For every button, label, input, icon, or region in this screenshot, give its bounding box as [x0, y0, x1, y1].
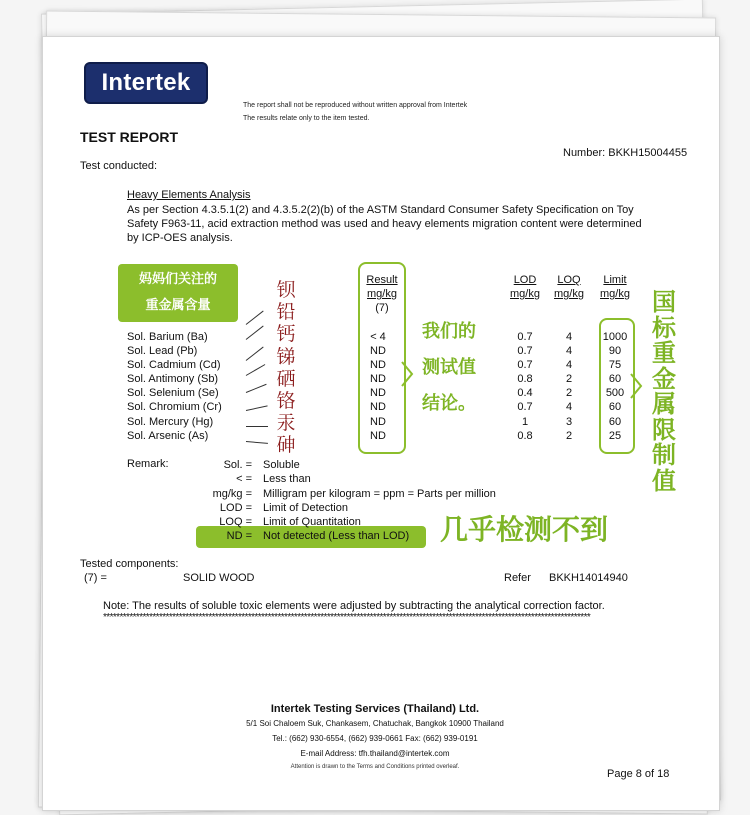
analysis-description: As per Section 4.3.5.1(2) and 4.3.5.2(2)(b) of the ASTM Standard Consumer Safety Specification on Toy Safety F963-11, acid extraction method was used and heavy elements migration content were determined by ICP-OES analysis.	[127, 204, 642, 244]
footer-address: 5/1 Soi Chaloem Suk, Chankasem, Chatuchak, Bangkok 10900 Thailand	[246, 719, 504, 728]
result-cell: ND	[370, 373, 386, 386]
refer-value: BKKH14014940	[549, 572, 628, 584]
lod-cell: 0.7	[517, 401, 533, 414]
lod-cell: 0.7	[517, 331, 533, 343]
result-header-sample: (7)	[375, 302, 389, 315]
limit-cell: 500	[605, 387, 625, 400]
loq-cell: 3	[565, 415, 573, 428]
lod-cell: 0.7	[517, 359, 533, 372]
element-cn: 钙	[276, 324, 296, 346]
footer-phone: Tel.: (662) 930-6554, (662) 939-0661 Fax: (662) 939-0191	[272, 734, 478, 743]
limit-note-char: 属	[652, 391, 676, 418]
remark-value: Limit of Detection	[263, 501, 348, 514]
limit-cell: 90	[608, 345, 622, 358]
lod-cell: 1	[521, 415, 529, 428]
refer-label: Refer	[504, 572, 531, 584]
table-row: Sol. Barium (Ba)	[127, 331, 208, 343]
lod-header-label: LOD	[513, 274, 537, 286]
lod-cell: 0.7	[517, 345, 533, 358]
remark-value: Milligram per kilogram = ppm = Parts per million	[263, 487, 496, 500]
analysis-heading: Heavy Elements Analysis	[127, 189, 251, 201]
footer-email: E-mail Address: tfh.thailand@intertek.com	[300, 749, 450, 758]
limit-note-char: 值	[652, 467, 676, 495]
limit-cell: 1000	[602, 331, 628, 343]
remark-keys	[150, 458, 252, 544]
table-row: Sol. Lead (Pb)	[127, 345, 198, 358]
element-cn: 钡	[276, 280, 296, 301]
loq-column	[550, 330, 588, 443]
loq-cell: 2	[565, 429, 573, 442]
nd-note: 几乎检测不到	[440, 514, 609, 545]
element-cn: 锑	[276, 346, 296, 368]
footer-company: Intertek Testing Services (Thailand) Ltd.	[270, 703, 480, 715]
loq-header-unit: mg/kg	[554, 288, 584, 301]
tested-components-label: Tested components:	[80, 558, 179, 570]
remark-key: LOD =	[219, 501, 252, 514]
result-cell: ND	[370, 345, 386, 358]
result-cell: ND	[370, 415, 386, 428]
limit-note-char: 金	[652, 365, 676, 393]
limit-header	[596, 273, 634, 301]
lod-cell: 0.4	[517, 387, 533, 400]
limit-cell: 60	[608, 401, 622, 414]
remark-key: mg/kg =	[212, 487, 252, 500]
element-cn: 硒	[276, 368, 296, 390]
remark-key: ND =	[226, 530, 252, 543]
result-cell: ND	[370, 387, 386, 400]
loq-cell: 4	[565, 345, 573, 358]
table-row: Sol. Selenium (Se)	[127, 387, 219, 400]
element-cn: 铬	[276, 391, 296, 413]
separator-text: ****************************************************************************************************************************************************	[103, 612, 591, 623]
limit-note-char: 重	[652, 340, 676, 367]
result-cell: < 4	[370, 331, 386, 343]
remark-key: LOQ =	[219, 516, 252, 529]
intertek-logo: Intertek	[84, 62, 208, 104]
limit-note-char: 标	[652, 314, 676, 342]
concern-badge-line-2: 重金属含量	[145, 297, 211, 312]
element-column	[127, 330, 222, 443]
limit-box-pointer	[629, 372, 643, 400]
loq-cell: 4	[565, 359, 573, 372]
limit-header-label: Limit	[603, 274, 627, 286]
test-conducted-label: Test conducted:	[80, 160, 158, 172]
element-names-chinese	[274, 280, 298, 458]
disclaimer-line-1: The report shall not be reproduced without written approval from Intertek	[243, 102, 468, 109]
loq-cell: 2	[565, 373, 573, 386]
concern-badge	[118, 264, 238, 322]
table-row: Sol. Mercury (Hg)	[127, 415, 214, 428]
remark-value: Less than	[263, 473, 311, 486]
results-note	[422, 313, 476, 421]
disclaimer-line-2: The results relate only to the item tested.	[243, 115, 370, 122]
lod-cell: 0.8	[517, 429, 533, 442]
loq-cell: 4	[565, 401, 573, 414]
result-header-unit: mg/kg	[367, 288, 397, 301]
lod-header	[506, 273, 544, 301]
element-cn: 砷	[276, 435, 296, 457]
table-row: Sol. Arsenic (As)	[127, 429, 209, 442]
result-cell: ND	[370, 429, 386, 442]
lod-cell: 0.8	[517, 373, 533, 386]
footer-attention: Attention is drawn to the Terms and Conditions printed overleaf.	[290, 764, 460, 770]
lod-column	[506, 330, 544, 443]
result-box-pointer	[400, 360, 414, 388]
limit-note-char: 限	[652, 416, 676, 444]
loq-header	[550, 273, 588, 301]
remark-key: < =	[236, 473, 252, 486]
result-cell: ND	[370, 359, 386, 372]
remark-label: Remark:	[127, 458, 169, 470]
result-highlight-box	[358, 262, 406, 454]
remark-key: Sol. =	[223, 459, 252, 471]
separator-line	[103, 612, 628, 623]
lod-header-unit: mg/kg	[510, 288, 540, 301]
limit-cell: 60	[608, 373, 622, 386]
leader-line	[246, 426, 268, 427]
limit-header-unit: mg/kg	[600, 288, 630, 301]
page-number: Page 8 of 18	[607, 768, 670, 780]
note: Note: The results of soluble toxic elements were adjusted by subtracting the analytical correction factor.	[103, 600, 605, 612]
table-row: Sol. Chromium (Cr)	[127, 401, 222, 414]
element-cn: 铅	[276, 302, 296, 324]
report-number: Number: BKKH15004455	[563, 147, 688, 159]
limit-cell: 60	[608, 415, 622, 428]
report-title: TEST REPORT	[80, 129, 179, 145]
limit-cell: 25	[608, 429, 622, 442]
component-id: (7) =	[84, 572, 107, 584]
results-note-line-3: 结论。	[422, 393, 476, 413]
result-header-label: Result	[366, 274, 398, 286]
limit-note	[650, 290, 678, 494]
table-row: Sol. Antimony (Sb)	[127, 373, 219, 386]
limit-cell: 75	[608, 359, 622, 372]
concern-badge-line-1: 妈妈们关注的	[138, 271, 217, 286]
remark-value: Not detected (Less than LOD)	[263, 530, 410, 543]
results-note-line-1: 我们的	[422, 321, 476, 341]
remark-value: Soluble	[263, 459, 300, 471]
table-row: Sol. Cadmium (Cd)	[127, 359, 221, 372]
loq-cell: 4	[565, 331, 573, 343]
limit-note-char: 制	[652, 442, 676, 469]
element-cn: 汞	[276, 413, 296, 435]
remark-value: Limit of Quantitation	[263, 516, 361, 529]
result-cell: ND	[370, 401, 386, 414]
component-material: SOLID WOOD	[183, 572, 255, 584]
loq-header-label: LOQ	[557, 274, 581, 286]
results-note-line-2: 测试值	[422, 357, 476, 377]
limit-note-char: 国	[652, 289, 676, 316]
loq-cell: 2	[565, 387, 573, 400]
